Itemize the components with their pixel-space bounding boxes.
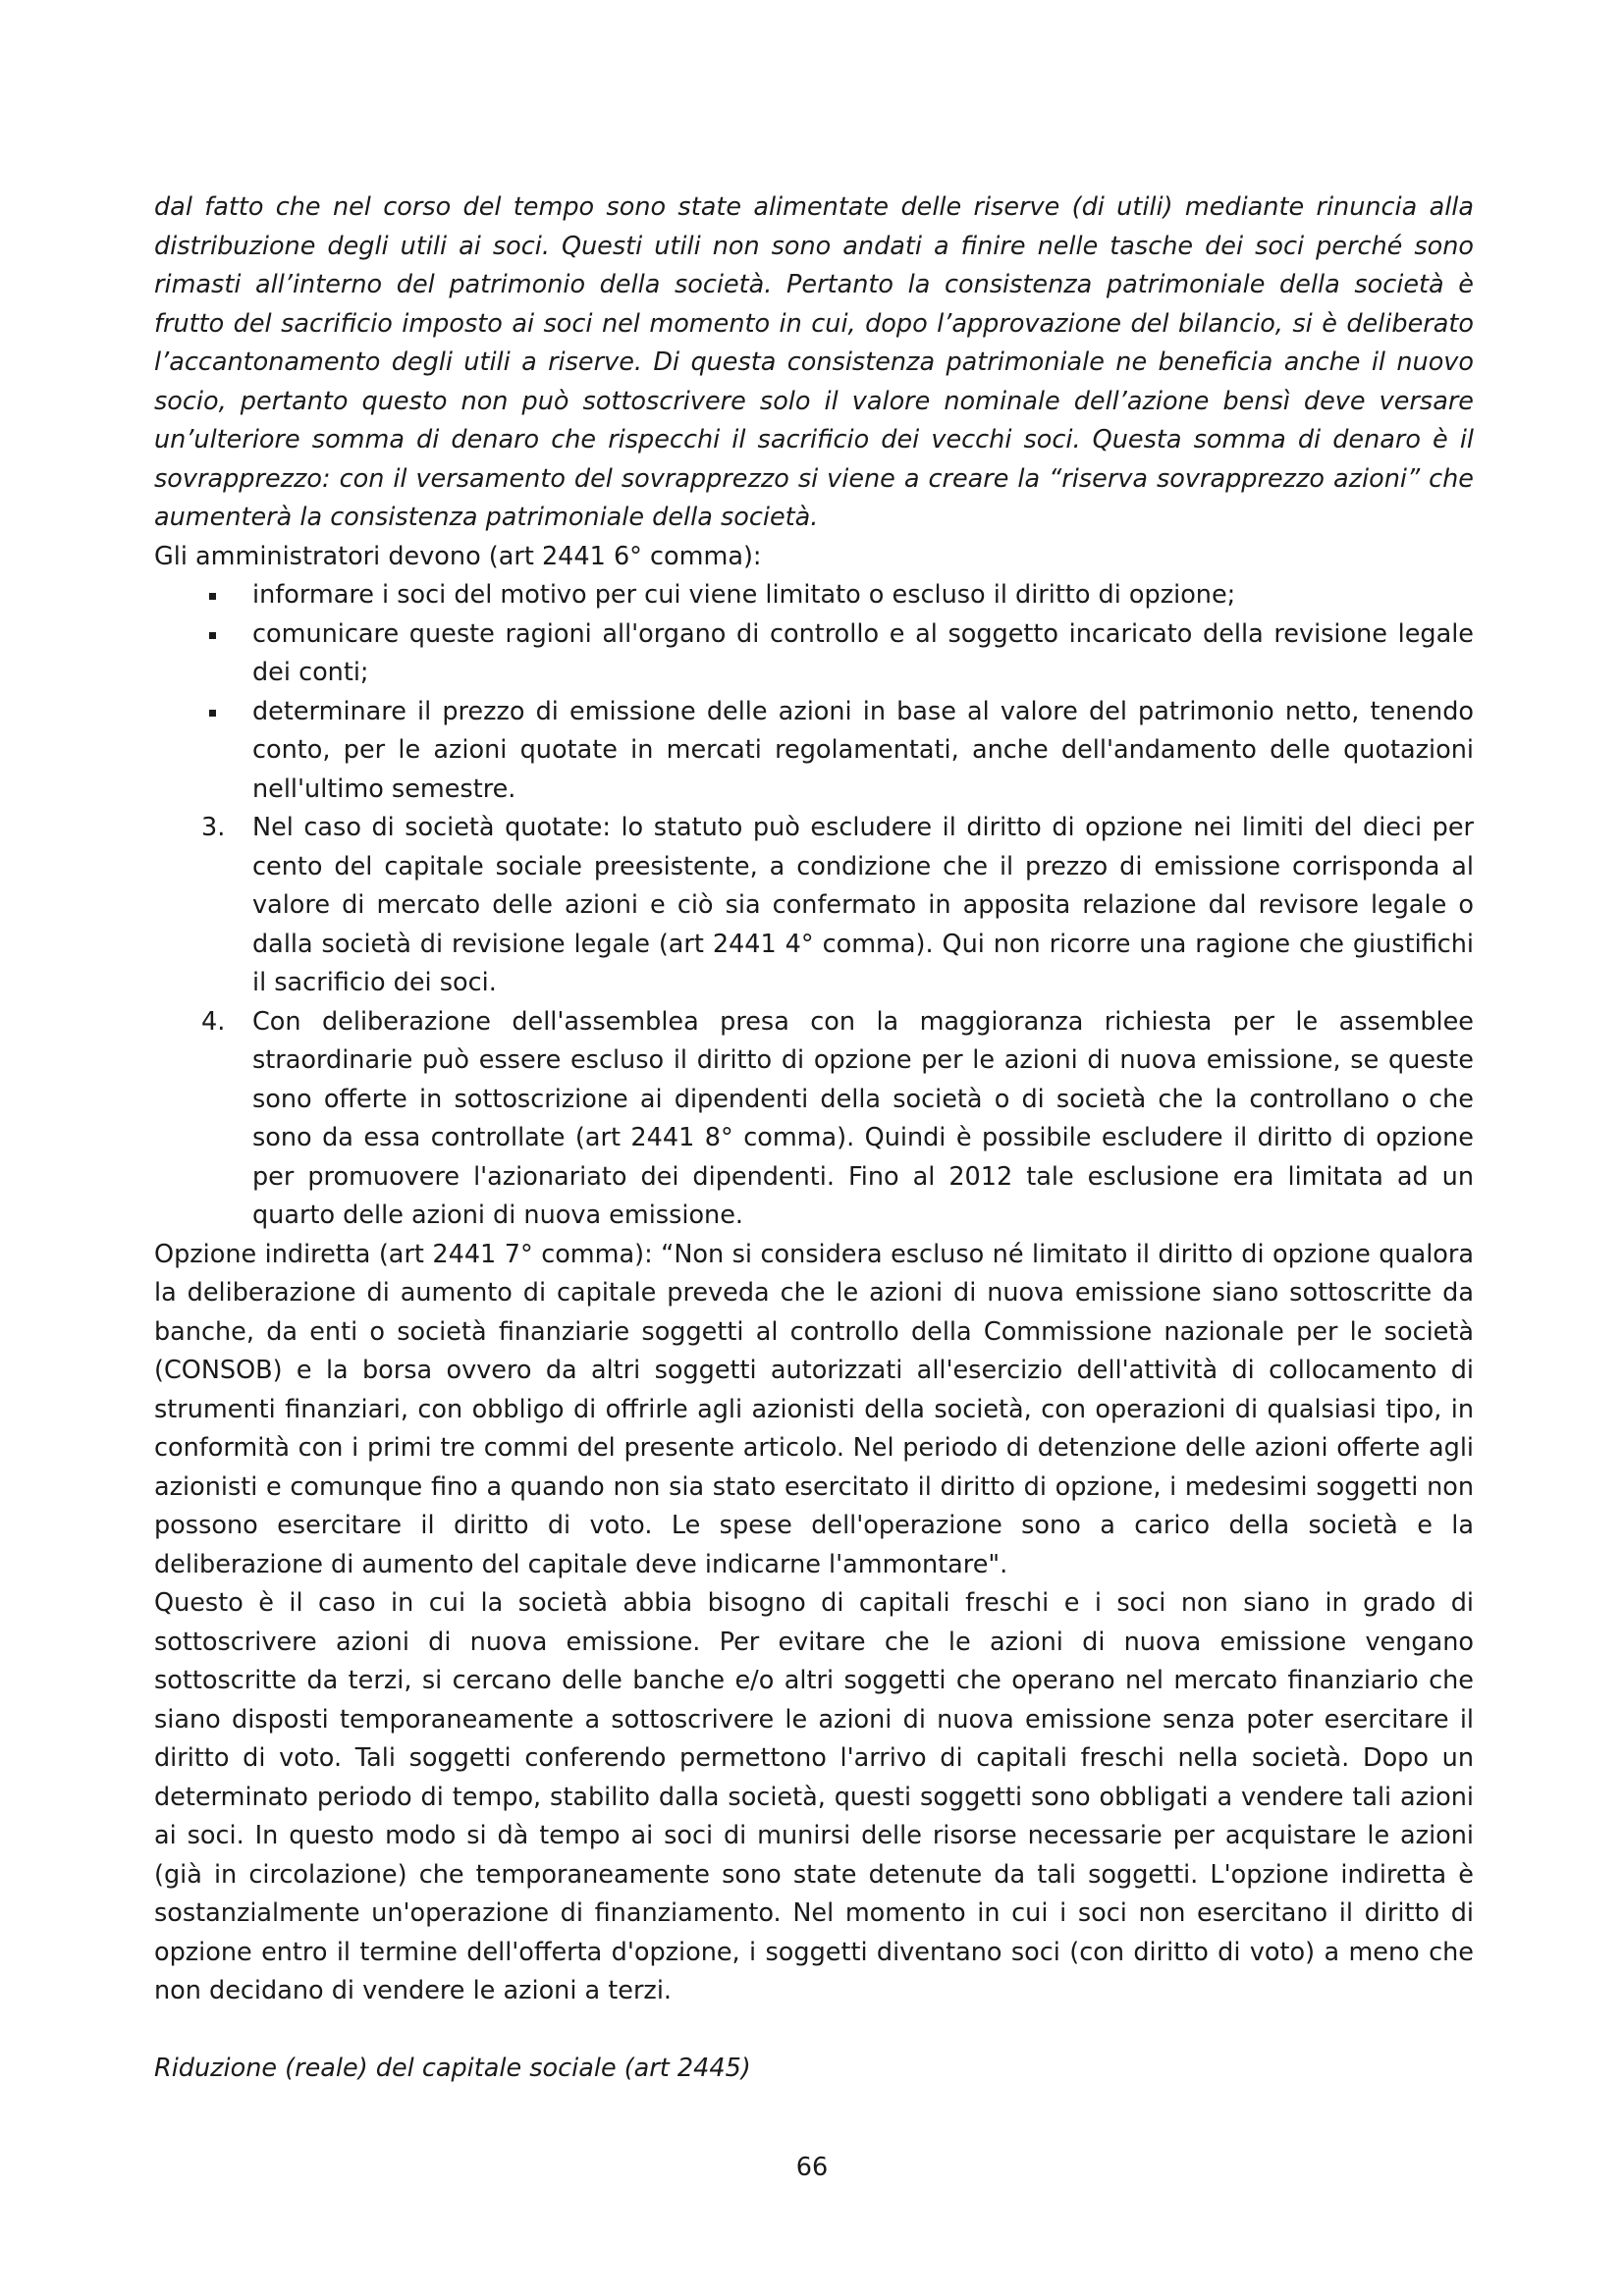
list-number: 3. [201, 813, 226, 842]
list-item: informare i soci del motivo per cui viene limitato o escluso il diritto di opzione; [154, 576, 1474, 615]
document-page [154, 188, 1474, 2088]
list-item: comunicare queste ragioni all'organo di controllo e al soggetto incaricato della revisione legale dei conti; [154, 615, 1474, 693]
list-number: 4. [201, 1006, 226, 1037]
opzione-indiretta-paragraph: Opzione indiretta (art 2441 7° comma): “Non si considera escluso né limitato il diritto di opzione qualora la deliberazione di aumento di capitale preveda che le azioni di nuova emissione siano sottoscritte da banche, da enti o società finanziarie soggetti al controllo della Commissione nazionale per le società (CONSOB) e la borsa ovvero da altri soggetti autorizzati all'esercizio dell'attività di collocamento di strumenti finanziari, con obbligo di offrirle agli azionisti della società, con operazioni di qualsiasi tipo, in conformità con i primi tre commi del presente articolo. Nel periodo di detenzione delle azioni offerte agli azionisti e comunque fino a quando non sia stato esercitato il diritto di opzione, i medesimi soggetti non possono esercitare il diritto di voto. Le spese dell'operazione sono a carico della società e la deliberazione di aumento del capitale deve indicarne l'ammontare". [154, 1239, 1474, 1579]
list-item-text: Con deliberazione dell'assemblea presa con la maggioranza richiesta per le assemblee straordinarie può essere escluso il diritto di opzione per le azioni di nuova emissione, se queste sono offerte in sottoscrizione ai dipendenti della società o di società che la controllano o che sono da essa controllate (art 2441 8° comma). Quindi è possibile escludere il diritto di opzione per promuovere l'azionariato dei dipendenti. Fino al 2012 tale esclusione era limitata ad un quarto delle azioni di nuova emissione. [252, 1006, 1474, 1230]
intro-paragraph: dal fatto che nel corso del tempo sono state alimentate delle riserve (di utili) mediante rinuncia alla distribuzione degli utili ai soci. Questi utili non sono andati a finire nelle tasche dei soci perché sono rimasti all’interno del patrimonio della società. Pertanto la consistenza patrimoniale della società è frutto del sacrificio imposto ai soci nel momento in cui, dopo l’approvazione del bilancio, si è deliberato l’accantonamento degli utili a riserve. Di questa consistenza patrimoniale ne beneficia anche il nuovo socio, pertanto questo non può sottoscrivere solo il valore nominale dell’azione bensì deve versare un’ulteriore somma di denaro che rispecchi il sacrificio dei vecchi soci. Questa somma di denaro è il sovrapprezzo: con il versamento del sovrapprezzo si viene a creare la “riserva sovrapprezzo azioni” che aumenterà la consistenza patrimoniale della società. [154, 192, 1474, 532]
list-item [154, 809, 1474, 1003]
list-item-text: Nel caso di società quotate: lo statuto può escludere il diritto di opzione nei limiti del dieci per cento del capitale sociale preesistente, a condizione che il prezzo di emissione corrisponda al valore di mercato delle azioni e ciò sia confermato in apposita relazione dal revisore legale o dalla società di revisione legale (art 2441 4° comma). Qui non ricorre una ragione che giustifichi il sacrificio dei soci. [252, 813, 1474, 997]
page-number: 66 [795, 2153, 829, 2182]
admin-duties-intro: Gli amministratori devono (art 2441 6° comma): [154, 541, 762, 571]
admin-duties-list [154, 576, 1474, 809]
numbered-list [154, 809, 1474, 1236]
list-item: determinare il prezzo di emissione delle azioni in base al valore del patrimonio netto, tenendo conto, per le azioni quotate in mercati regolamentati, anche dell'andamento delle quotazioni nell'ultimo semestre. [154, 693, 1474, 810]
list-item [154, 1003, 1474, 1236]
section-heading: Riduzione (reale) del capitale sociale (art 2445) [154, 2053, 751, 2083]
capitali-freschi-paragraph: Questo è il caso in cui la società abbia bisogno di capitali freschi e i soci non siano in grado di sottoscrivere azioni di nuova emissione. Per evitare che le azioni di nuova emissione vengano sottoscritte da terzi, si cercano delle banche e/o altri soggetti che operano nel mercato finanziario che siano disposti temporaneamente a sottoscrivere le azioni di nuova emissione senza poter esercitare il diritto di voto. Tali soggetti conferendo permettono l'arrivo di capitali freschi nella società. Dopo un determinato periodo di tempo, stabilito dalla società, questi soggetti sono obbligati a vendere tali azioni ai soci. In questo modo si dà tempo ai soci di munirsi delle risorse necessarie per acquistare le azioni (già in circolazione) che temporaneamente sono state detenute da tali soggetti. L'opzione indiretta è sostanzialmente un'operazione di finanziamento. Nel momento in cui i soci non esercitano il diritto di opzione entro il termine dell'offerta d'opzione, i soggetti diventano soci (con diritto di voto) a meno che non decidano di vendere le azioni a terzi. [154, 1588, 1474, 2005]
